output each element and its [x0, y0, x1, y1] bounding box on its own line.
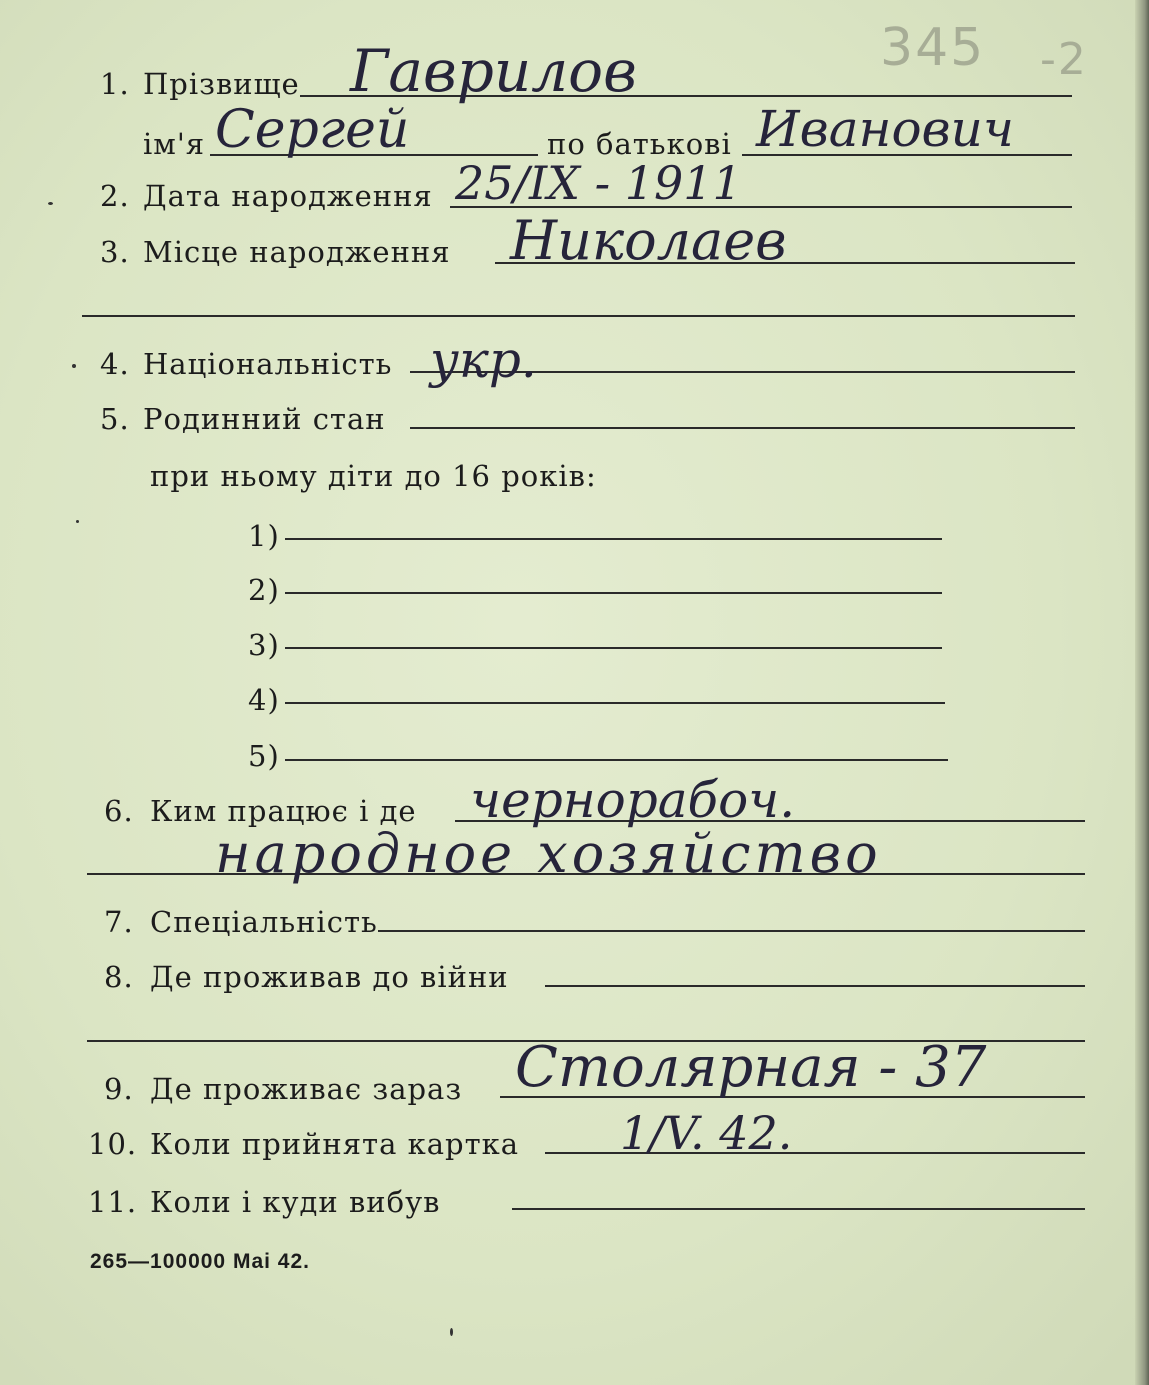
- nationality-value: укр.: [430, 331, 537, 389]
- occupation-value: чернорабоч.: [470, 771, 796, 829]
- archive-number: 345: [880, 18, 986, 78]
- marital-status-line: [410, 427, 1075, 429]
- archive-mark: -2: [1040, 34, 1088, 85]
- occupation-value-2: народное хозяйство: [215, 822, 882, 885]
- patronymic-value: Иванович: [756, 100, 1014, 158]
- first-name-value: Сергей: [215, 100, 410, 160]
- child-3-label: 3): [248, 628, 280, 662]
- field-10-number: 10.: [88, 1127, 138, 1161]
- birth-place-value: Николаев: [510, 209, 787, 272]
- birth-place-extra-line: [82, 315, 1075, 317]
- card-edge-shadow: [1135, 0, 1149, 1385]
- print-run-footer: 265—100000 Mai 42.: [90, 1250, 310, 1273]
- specialty-label: Спеціальність: [150, 905, 378, 939]
- field-4-number: 4.: [100, 347, 130, 381]
- departure-label: Коли і куди вибув: [150, 1185, 441, 1219]
- child-4-line: [285, 702, 945, 704]
- birth-date-value: 25/IX - 1911: [455, 156, 742, 210]
- field-7-number: 7.: [104, 905, 134, 939]
- child-3-line: [285, 647, 942, 649]
- occupation-label: Ким працює і де: [150, 794, 417, 828]
- child-2-line: [285, 592, 942, 594]
- child-5-line: [285, 759, 948, 761]
- smudge: [450, 1328, 453, 1336]
- prewar-residence-line: [545, 985, 1085, 987]
- card-accepted-label: Коли прийнята картка: [150, 1127, 520, 1161]
- child-5-label: 5): [248, 739, 280, 773]
- specialty-line: [378, 930, 1085, 932]
- field-3-number: 3.: [100, 235, 130, 269]
- current-residence-value: Столярная - 37: [515, 1035, 987, 1100]
- surname-value: Гаврилов: [350, 37, 637, 105]
- field-11-number: 11.: [88, 1185, 138, 1219]
- surname-label: Прізвище: [143, 67, 300, 101]
- smudge: [72, 364, 76, 368]
- smudge: [76, 520, 79, 523]
- field-1-number: 1.: [100, 67, 130, 101]
- patronymic-label: по батькові: [547, 127, 732, 161]
- children-label: при ньому діти до 16 років:: [150, 459, 597, 493]
- field-2-number: 2.: [100, 179, 130, 213]
- departure-line: [512, 1208, 1085, 1210]
- birth-date-label: Дата народження: [143, 179, 433, 213]
- marital-status-label: Родинний стан: [143, 402, 386, 436]
- child-4-label: 4): [248, 683, 280, 717]
- field-5-number: 5.: [100, 402, 130, 436]
- child-2-label: 2): [248, 573, 280, 607]
- field-6-number: 6.: [104, 794, 134, 828]
- child-1-line: [285, 538, 942, 540]
- first-name-label: ім'я: [143, 127, 206, 161]
- smudge: [48, 202, 53, 205]
- current-residence-label: Де проживає зараз: [150, 1072, 463, 1106]
- nationality-label: Національність: [143, 347, 393, 381]
- birth-place-label: Місце народження: [143, 235, 451, 269]
- field-8-number: 8.: [104, 960, 134, 994]
- child-1-label: 1): [248, 519, 280, 553]
- field-9-number: 9.: [104, 1072, 134, 1106]
- card-accepted-value: 1/V. 42.: [620, 1106, 793, 1160]
- prewar-residence-label: Де проживав до війни: [150, 960, 509, 994]
